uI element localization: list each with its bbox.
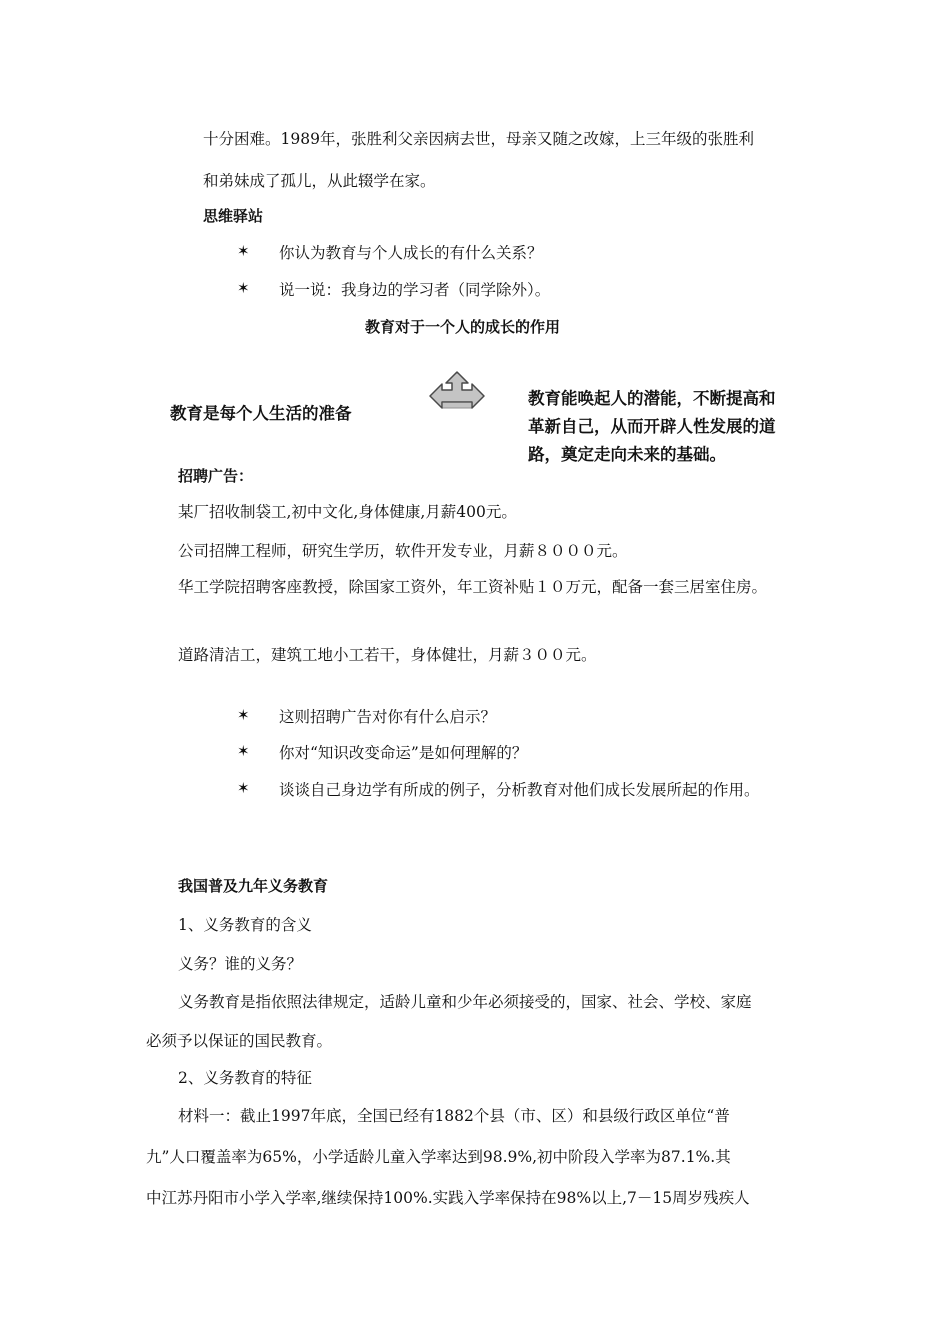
star-bullet-icon: ✶	[237, 706, 250, 724]
list-item: 你认为教育与个人成长的有什么关系？	[279, 244, 543, 262]
diagram-left-node: 教育是每个人生活的准备	[170, 404, 352, 423]
list-item: 谈谈自己身边学有所成的例子，分析教育对他们成长发展所起的作用。	[279, 781, 760, 799]
ad-item: 某厂招收制袋工,初中文化,身体健康,月薪400元。	[178, 503, 517, 521]
subsection-heading: 1、义务教育的含义	[178, 916, 312, 934]
paragraph-line: 九”人口覆盖率为65%，小学适龄儿童入学率达到98.9%,初中阶段入学率为87.1%.其	[146, 1148, 731, 1166]
diagram-right-line: 革新自己，从而开辟人性发展的道	[528, 417, 776, 436]
diagram-right-line: 教育能唤起人的潜能，不断提高和	[528, 389, 776, 408]
ad-item: 公司招牌工程师，研究生学历，软件开发专业，月薪８０００元。	[178, 542, 628, 560]
paragraph-line: 义务教育是指依照法律规定，适龄儿童和少年必须接受的，国家、社会、学校、家庭	[178, 993, 752, 1011]
list-item: 说一说：我身边的学习者（同学除外）。	[279, 281, 551, 299]
paragraph-line: 材料一：截止1997年底，全国已经有1882个县（市、区）和县级行政区单位“普	[178, 1107, 730, 1125]
section-heading: 我国普及九年义务教育	[178, 877, 329, 895]
star-bullet-icon: ✶	[237, 779, 250, 797]
star-bullet-icon: ✶	[237, 242, 250, 260]
section-heading: 思维驿站	[203, 207, 264, 225]
list-item: 这则招聘广告对你有什么启示？	[279, 708, 497, 726]
list-item: 你对“知识改变命运”是如何理解的？	[279, 744, 528, 762]
diagram-right-node	[528, 385, 776, 469]
subsection-heading: 2、义务教育的特征	[178, 1069, 312, 1087]
diagram-right-line: 路，奠定走向未来的基础。	[528, 445, 726, 464]
section-heading: 招聘广告：	[178, 467, 254, 485]
diagram-title: 教育对于一个人的成长的作用	[365, 318, 561, 336]
ad-item: 道路清洁工，建筑工地小工若干，身体健壮，月薪３００元。	[178, 646, 597, 664]
paragraph-line: 和弟妹成了孤儿，从此辍学在家。	[203, 172, 436, 190]
star-bullet-icon: ✶	[237, 279, 250, 297]
paragraph-line: 义务？谁的义务？	[178, 955, 303, 973]
paragraph-line: 十分困难。1989年，张胜利父亲因病去世，母亲又随之改嫁，上三年级的张胜利	[203, 130, 754, 148]
ad-item: 华工学院招聘客座教授，除国家工资外，年工资补贴１０万元，配备一套三居室住房。	[178, 578, 768, 596]
three-way-arrow-icon	[428, 370, 486, 420]
paragraph-line: 必须予以保证的国民教育。	[146, 1032, 333, 1050]
star-bullet-icon: ✶	[237, 742, 250, 760]
paragraph-line: 中江苏丹阳市小学入学率,继续保持100%.实践入学率保持在98%以上,7－15周岁残疾人	[146, 1189, 750, 1207]
